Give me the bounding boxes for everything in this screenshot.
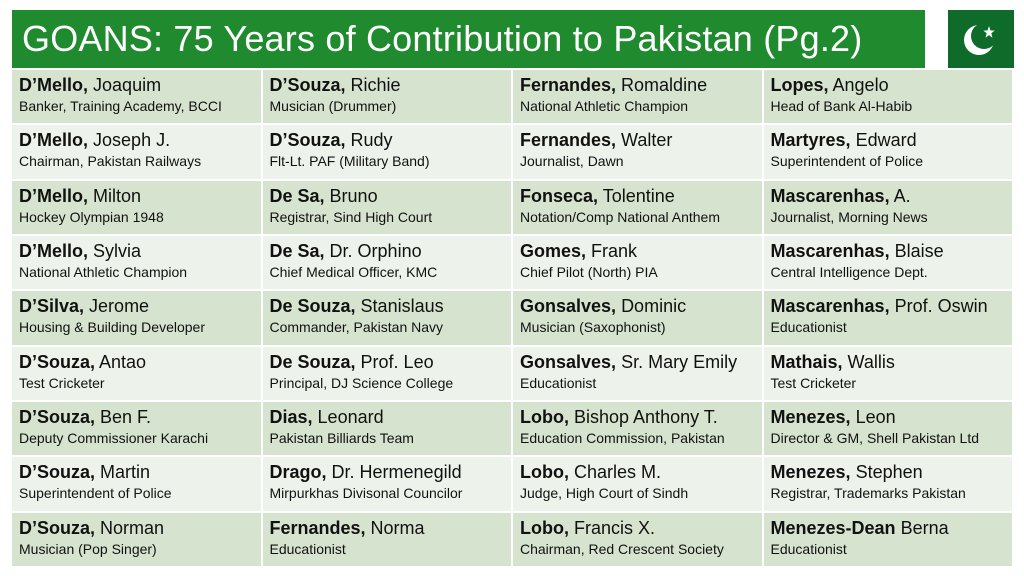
person-surname: De Souza, bbox=[269, 351, 356, 372]
person-entry bbox=[513, 291, 762, 344]
person-name bbox=[19, 240, 261, 262]
person-surname: Menezes, bbox=[770, 462, 851, 483]
person-given-name: Leon bbox=[855, 406, 896, 427]
person-name bbox=[19, 129, 261, 151]
person-given-name: Romaldine bbox=[621, 75, 708, 95]
person-given-name: Norma bbox=[370, 517, 425, 538]
person-entry bbox=[513, 181, 762, 234]
person-role: Notation/Comp National Anthem bbox=[520, 208, 720, 225]
person-given-name: Martin bbox=[100, 462, 151, 483]
person-role: Musician (Saxophonist) bbox=[520, 319, 666, 336]
person-surname: De Sa, bbox=[269, 185, 325, 206]
person-entry bbox=[513, 513, 762, 566]
person-name bbox=[520, 240, 762, 262]
person-name bbox=[270, 240, 512, 262]
person-role: Journalist, Morning News bbox=[770, 208, 928, 225]
person-role: Education Commission, Pakistan bbox=[520, 429, 725, 446]
person-role: Housing & Building Developer bbox=[19, 319, 205, 336]
person-entry bbox=[764, 125, 1013, 178]
person-name bbox=[520, 406, 762, 428]
person-given-name: Richie bbox=[350, 75, 401, 95]
person-name bbox=[19, 295, 261, 317]
person-given-name: Sr. Mary Emily bbox=[621, 351, 738, 372]
person-given-name: Charles M. bbox=[574, 462, 662, 483]
person-name bbox=[19, 74, 261, 96]
person-name bbox=[270, 295, 512, 317]
person-entry bbox=[764, 513, 1013, 566]
person-role: Journalist, Dawn bbox=[520, 153, 624, 170]
person-given-name: Norman bbox=[100, 517, 165, 538]
person-entry bbox=[764, 457, 1013, 510]
person-surname: Mascarenhas, bbox=[770, 296, 890, 317]
person-given-name: Prof. Oswin bbox=[894, 296, 988, 317]
person-given-name: Francis X. bbox=[574, 517, 656, 538]
person-role: Judge, High Court of Sindh bbox=[520, 485, 689, 502]
person-surname: Fernandes, bbox=[520, 130, 617, 151]
person-given-name: Dr. Hermenegild bbox=[331, 462, 462, 483]
person-entry bbox=[263, 457, 512, 510]
person-role: Superintendent of Police bbox=[19, 485, 172, 502]
person-surname: Fonseca, bbox=[520, 185, 599, 206]
person-entry bbox=[764, 70, 1013, 123]
person-role: Educationist bbox=[520, 374, 597, 391]
person-given-name: Stephen bbox=[855, 462, 923, 483]
person-surname: Lobo, bbox=[520, 462, 569, 483]
person-given-name: Rudy bbox=[350, 130, 393, 151]
person-surname: De Souza, bbox=[269, 296, 356, 317]
person-given-name: Bishop Anthony T. bbox=[574, 406, 718, 427]
person-given-name: Edward bbox=[855, 130, 917, 151]
person-name bbox=[520, 461, 762, 483]
person-entry bbox=[12, 402, 261, 455]
person-surname: Fernandes, bbox=[520, 75, 617, 95]
person-given-name: Jerome bbox=[89, 296, 150, 317]
person-name bbox=[270, 74, 512, 96]
person-surname: Lopes, bbox=[770, 75, 829, 95]
person-name bbox=[771, 295, 1013, 317]
person-surname: D’Mello, bbox=[19, 240, 89, 261]
person-role: Musician (Drummer) bbox=[269, 98, 397, 114]
person-entry bbox=[764, 181, 1013, 234]
person-given-name: Dominic bbox=[621, 296, 687, 317]
person-entry bbox=[513, 347, 762, 400]
person-entry bbox=[12, 125, 261, 178]
person-entry bbox=[513, 70, 762, 123]
person-entry bbox=[263, 236, 512, 289]
person-role: Registrar, Trademarks Pakistan bbox=[770, 485, 966, 502]
person-surname: D’Souza, bbox=[19, 462, 96, 483]
person-role: Chief Medical Officer, KMC bbox=[269, 263, 438, 280]
person-surname: D’Mello, bbox=[19, 75, 89, 95]
crescent-star-icon bbox=[948, 10, 1014, 68]
person-given-name: Frank bbox=[591, 240, 638, 261]
person-surname: D’Souza, bbox=[19, 517, 96, 538]
person-role: Educationist bbox=[770, 540, 847, 557]
person-role: Central Intelligence Dept. bbox=[770, 263, 928, 280]
person-role: Test Cricketer bbox=[770, 374, 857, 391]
person-name bbox=[270, 351, 512, 373]
person-entry bbox=[513, 402, 762, 455]
person-role: Pakistan Billiards Team bbox=[269, 429, 414, 446]
person-name bbox=[771, 74, 1013, 96]
person-surname: Fernandes, bbox=[269, 517, 366, 538]
person-entry bbox=[764, 347, 1013, 400]
person-given-name: Joseph J. bbox=[93, 130, 171, 151]
person-role: Principal, DJ Science College bbox=[269, 374, 454, 391]
person-role: Flt-Lt. PAF (Military Band) bbox=[269, 153, 430, 170]
person-entry bbox=[513, 457, 762, 510]
person-surname: Mascarenhas, bbox=[770, 240, 890, 261]
person-role: Head of Bank Al-Habib bbox=[770, 98, 913, 114]
person-surname: D’Silva, bbox=[19, 296, 85, 317]
person-given-name: Ben F. bbox=[100, 406, 152, 427]
person-name bbox=[19, 185, 261, 207]
person-name bbox=[520, 74, 762, 96]
person-entry bbox=[263, 513, 512, 566]
person-given-name: Blaise bbox=[894, 240, 944, 261]
person-name bbox=[270, 517, 512, 539]
person-entry bbox=[12, 457, 261, 510]
person-name bbox=[771, 351, 1013, 373]
person-role: Registrar, Sind High Court bbox=[269, 208, 433, 225]
contributors-grid bbox=[12, 70, 1012, 566]
person-name bbox=[771, 517, 1013, 539]
person-entry bbox=[263, 347, 512, 400]
person-name bbox=[19, 461, 261, 483]
person-entry bbox=[12, 181, 261, 234]
person-surname: Mascarenhas, bbox=[770, 185, 890, 206]
person-name bbox=[771, 240, 1013, 262]
person-role: Educationist bbox=[770, 319, 847, 336]
person-given-name: Joaquim bbox=[93, 75, 162, 95]
person-given-name: Berna bbox=[900, 517, 949, 538]
person-entry bbox=[263, 291, 512, 344]
person-given-name: Bruno bbox=[329, 185, 378, 206]
person-entry bbox=[263, 181, 512, 234]
person-name bbox=[771, 406, 1013, 428]
person-name bbox=[520, 129, 762, 151]
person-name bbox=[270, 461, 512, 483]
person-surname: D’Souza, bbox=[19, 406, 96, 427]
person-entry bbox=[12, 236, 261, 289]
person-role: Superintendent of Police bbox=[770, 153, 924, 170]
person-surname: Gonsalves, bbox=[520, 351, 617, 372]
person-surname: Gonsalves, bbox=[520, 296, 617, 317]
person-name bbox=[520, 517, 762, 539]
person-surname: Martyres, bbox=[770, 130, 851, 151]
person-role: Chairman, Pakistan Railways bbox=[19, 153, 202, 170]
person-role: National Athletic Champion bbox=[520, 98, 689, 114]
person-role: Commander, Pakistan Navy bbox=[269, 319, 444, 336]
person-name bbox=[270, 129, 512, 151]
person-role: National Athletic Champion bbox=[19, 263, 188, 280]
person-role: Musician (Pop Singer) bbox=[19, 540, 157, 557]
person-surname: Lobo, bbox=[520, 406, 569, 427]
person-entry bbox=[12, 347, 261, 400]
person-entry bbox=[12, 513, 261, 566]
title-bar bbox=[12, 10, 925, 68]
person-name bbox=[520, 351, 762, 373]
person-surname: D’Souza, bbox=[19, 351, 96, 372]
person-name bbox=[771, 129, 1013, 151]
person-entry bbox=[513, 125, 762, 178]
person-entry bbox=[263, 402, 512, 455]
page-title: GOANS: 75 Years of Contribution to Pakistan (Pg.2) bbox=[22, 18, 863, 59]
person-name bbox=[270, 185, 512, 207]
person-given-name: Angelo bbox=[832, 75, 889, 95]
person-surname: Mathais, bbox=[770, 351, 843, 372]
person-role: Test Cricketer bbox=[19, 374, 105, 391]
person-given-name: Leonard bbox=[317, 406, 384, 427]
person-entry bbox=[263, 125, 512, 178]
person-surname: Gomes, bbox=[520, 240, 587, 261]
person-role: Chief Pilot (North) PIA bbox=[520, 263, 658, 280]
person-entry bbox=[12, 70, 261, 123]
pakistan-flag-icon bbox=[948, 10, 1014, 68]
person-entry bbox=[263, 70, 512, 123]
person-surname: D’Mello, bbox=[19, 185, 89, 206]
person-entry bbox=[12, 291, 261, 344]
person-given-name: Walter bbox=[621, 130, 673, 151]
person-role: Mirpurkhas Divisonal Councilor bbox=[269, 485, 463, 502]
person-entry bbox=[513, 236, 762, 289]
person-given-name: Wallis bbox=[847, 351, 895, 372]
person-surname: Menezes-Dean bbox=[770, 517, 896, 538]
person-given-name: Tolentine bbox=[602, 185, 675, 206]
person-surname: De Sa, bbox=[269, 240, 325, 261]
person-entry bbox=[764, 402, 1013, 455]
person-surname: Menezes, bbox=[770, 406, 851, 427]
person-role: Hockey Olympian 1948 bbox=[19, 208, 164, 225]
person-name bbox=[771, 185, 1013, 207]
person-given-name: Antao bbox=[99, 351, 147, 372]
person-role: Banker, Training Academy, BCCI bbox=[19, 98, 222, 114]
person-name bbox=[19, 517, 261, 539]
person-name bbox=[520, 185, 762, 207]
person-given-name: Prof. Leo bbox=[360, 351, 434, 372]
person-given-name: Dr. Orphino bbox=[329, 240, 422, 261]
person-surname: D’Souza, bbox=[269, 130, 346, 151]
person-surname: Lobo, bbox=[520, 517, 569, 538]
person-given-name: Sylvia bbox=[93, 240, 142, 261]
person-surname: D’Mello, bbox=[19, 130, 89, 151]
person-name bbox=[19, 406, 261, 428]
person-entry bbox=[764, 291, 1013, 344]
person-given-name: Milton bbox=[93, 185, 142, 206]
person-entry bbox=[764, 236, 1013, 289]
person-name bbox=[520, 295, 762, 317]
person-given-name: A. bbox=[893, 185, 911, 206]
person-name bbox=[270, 406, 512, 428]
person-surname: Dias, bbox=[269, 406, 313, 427]
person-name bbox=[19, 351, 261, 373]
person-role: Director & GM, Shell Pakistan Ltd bbox=[770, 429, 980, 446]
person-role: Chairman, Red Crescent Society bbox=[520, 540, 724, 557]
person-given-name: Stanislaus bbox=[360, 296, 444, 317]
person-surname: Drago, bbox=[269, 462, 327, 483]
person-name bbox=[771, 461, 1013, 483]
person-role: Deputy Commissioner Karachi bbox=[19, 429, 209, 446]
person-surname: D’Souza, bbox=[269, 75, 346, 95]
person-role: Educationist bbox=[269, 540, 346, 557]
